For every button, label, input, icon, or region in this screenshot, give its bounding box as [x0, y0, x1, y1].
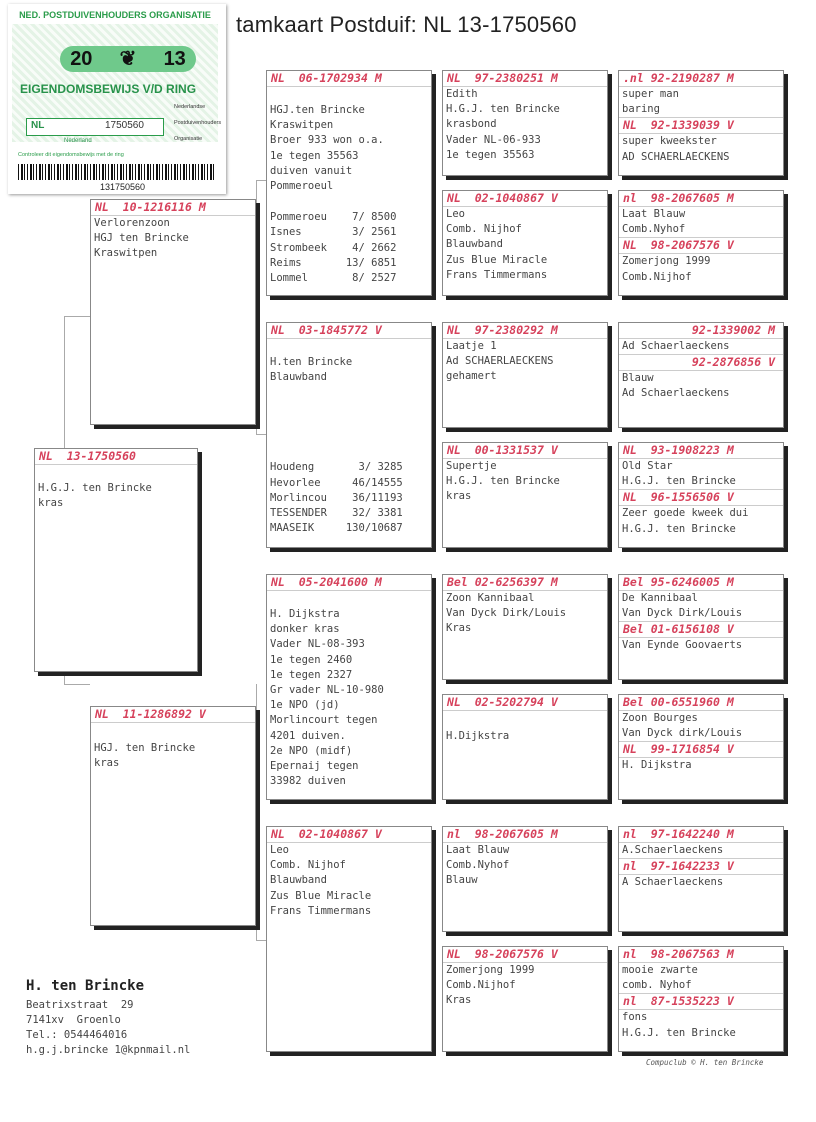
pigeon-card-mother	[90, 706, 256, 926]
pigeon-info-3: Vader NL-08-393	[270, 638, 365, 651]
race-result: Isnes 3/ 2561	[270, 226, 397, 239]
pigeon-info-1: Zeer goede kweek dui	[622, 507, 749, 520]
pigeon-info-2: AD SCHAERLAECKENS	[622, 150, 730, 163]
sticker-npo-1: Nederlandse	[174, 104, 206, 110]
owner-email: h.g.j.brincke 1@kpnmail.nl	[26, 1044, 191, 1056]
ring-number: nl 98-2067605 M	[619, 191, 783, 207]
pigeon-info-2: Van Dyck Dirk/Louis	[446, 607, 567, 620]
pigeon-info-1: HGJ. ten Brincke	[94, 742, 196, 754]
pigeon-info-3: kras	[446, 490, 472, 503]
pigeon-info-2: donker kras	[270, 623, 340, 636]
ring-number: NL 11-1286892 V	[91, 707, 255, 723]
pigeon-info-1: Verlorenzoon	[94, 217, 170, 229]
barcode	[18, 164, 216, 180]
pigeon-card-mm	[266, 826, 432, 1052]
pigeon-info-1: H. Dijkstra	[270, 608, 340, 620]
pigeon-info-9: 4201 duiven.	[270, 729, 346, 742]
pigeon-info-2: Comb.Nyhof	[446, 859, 510, 872]
pigeon-info-2: H.G.J. ten Brincke	[622, 1026, 736, 1039]
sticker-country: NL	[31, 120, 45, 131]
connector-line	[256, 684, 257, 940]
ring-number: Bel 01-6156108 V	[619, 621, 783, 638]
pigeon-info-1: H.ten Brincke	[270, 356, 353, 368]
ring-number: NL 13-1750560	[35, 449, 197, 465]
sticker-number: 1750560	[105, 120, 144, 131]
pigeon-card-fm	[266, 322, 432, 548]
pigeon-info-2: baring	[622, 103, 660, 116]
pigeon-info-2: Ad SCHAERLAECKENS	[446, 355, 554, 368]
ring-number: NL 96-1556506 V	[619, 489, 783, 506]
pigeon-info-3: Broer 933 won o.a.	[270, 134, 384, 147]
ring-number: NL 10-1216116 M	[91, 200, 255, 216]
ring-number: nl 97-1642233 V	[619, 858, 783, 875]
race-result: Reims 13/ 6851	[270, 256, 397, 269]
pigeon-info-2: H.G.J. ten Brincke	[446, 475, 560, 488]
pigeon-info-5: Frans Timmermans	[446, 268, 548, 281]
owner-name: H. ten Brincke	[26, 978, 145, 994]
pigeon-info-4: Vader NL-06-933	[446, 133, 541, 146]
pigeon-info-1: Old Star	[622, 460, 673, 472]
sticker-year-right: 13	[163, 48, 186, 70]
pigeon-info-2: Comb.Nijhof	[622, 270, 692, 283]
ring-number: nl 98-2067605 M	[443, 827, 607, 843]
pigeon-info-3: Kras	[446, 622, 472, 635]
footer-credit: Compuclub © H. ten Brincke	[646, 1058, 764, 1067]
sticker-year	[60, 46, 196, 72]
pigeon-info-2: H.G.J. ten Brincke	[446, 103, 560, 116]
pigeon-info-5: Frans Timmermans	[270, 904, 372, 917]
pigeon-info-1: Edith	[446, 88, 478, 100]
pigeon-info-1: Zoon Bourges	[622, 712, 698, 724]
page-title: tamkaart Postduif: NL 13-1750560	[236, 12, 577, 37]
pigeon-card-ffm	[442, 190, 608, 296]
connector-line	[432, 882, 433, 1002]
race-result: Morlincou 36/11193	[270, 491, 403, 504]
ring-number: Bel 95-6246005 M	[619, 575, 783, 591]
pigeon-card-fmf	[442, 322, 608, 428]
pigeon-info-2: Comb. Nijhof	[270, 859, 346, 872]
pigeon-info-2: Comb.Nyhof	[622, 223, 686, 236]
owner-block	[26, 978, 190, 1058]
race-result: Strombeek 4/ 2662	[270, 241, 397, 254]
pigeon-info-1: HGJ.ten Brincke	[270, 104, 365, 116]
ring-number: Bel 00-6551960 M	[619, 695, 783, 711]
pigeon-info-5: duiven vanuit	[270, 164, 353, 177]
pigeon-info-4: Zus Blue Miracle	[270, 889, 372, 902]
ring-number: 92-2876856 V	[619, 354, 783, 371]
race-result: MAASEIK 130/10687	[270, 522, 403, 535]
pigeon-card-mff	[442, 574, 608, 680]
pigeon-info-1: Laatje 1	[446, 340, 497, 352]
pigeon-card-father	[90, 199, 256, 425]
pigeon-info-2: Blauwband	[270, 371, 327, 384]
ring-number: NL 92-1339039 V	[619, 117, 783, 134]
pigeon-card-g3	[618, 322, 784, 428]
pigeon-info-4: 1e tegen 2460	[270, 653, 353, 666]
pigeon-info-1: fons	[622, 1011, 648, 1024]
connector-line	[256, 434, 266, 435]
pigeon-logo-icon: ❦	[119, 48, 137, 70]
pigeon-info-1: Zoon Kannibaal	[446, 592, 535, 604]
pigeon-info-1: Zomerjong 1999	[446, 964, 535, 976]
pigeon-info-3: Blauwband	[270, 874, 327, 887]
pigeon-card-mmf	[442, 826, 608, 932]
pigeon-info-1: Laat Blauw	[446, 844, 510, 856]
ring-number: NL 98-2067576 V	[443, 947, 607, 963]
ring-number: NL 05-2041600 M	[267, 575, 431, 591]
pigeon-info-5: 1e tegen 2327	[270, 668, 353, 681]
sticker-ring-field	[26, 118, 164, 136]
pigeon-card-mfm	[442, 694, 608, 800]
owner-tel: Tel.: 0544464016	[26, 1029, 128, 1041]
ring-number: Bel 02-6256397 M	[443, 575, 607, 591]
race-result: Hevorlee 46/14555	[270, 476, 403, 489]
pigeon-info-1: Supertje	[446, 460, 497, 472]
pigeon-info-2: H.G.J. ten Brincke	[622, 475, 736, 488]
pigeon-info-2: HGJ ten Brincke	[94, 232, 189, 245]
pigeon-info-1: De Kannibaal	[622, 592, 698, 604]
sticker-year-left: 20	[70, 48, 93, 70]
pigeon-card-fff	[442, 70, 608, 176]
ring-number: NL 99-1716854 V	[619, 741, 783, 758]
pigeon-card-g2	[618, 190, 784, 296]
pigeon-info-2: Van Dyck dirk/Louis	[622, 727, 743, 740]
pigeon-info-7: 1e NPO (jd)	[270, 699, 340, 712]
pigeon-info-2: H. Dijkstra	[622, 759, 692, 772]
pigeon-info-1: super man	[622, 88, 679, 100]
pigeon-info-1: Blauw	[622, 372, 654, 385]
pigeon-info-3: Blauw	[446, 874, 478, 887]
pigeon-info-4: Zus Blue Miracle	[446, 253, 548, 266]
pigeon-info-2: kras	[94, 757, 120, 770]
connector-line	[432, 126, 433, 240]
pigeon-card-self	[34, 448, 198, 672]
pigeon-card-fmm	[442, 442, 608, 548]
pigeon-card-g1	[618, 70, 784, 176]
pigeon-info-5: 1e tegen 35563	[446, 148, 535, 161]
connector-line	[256, 180, 266, 181]
pigeon-info-2: Van Dyck Dirk/Louis	[622, 607, 743, 620]
pigeon-info-2: comb. Nyhof	[622, 979, 692, 992]
pigeon-info-1: super kweekster	[622, 135, 717, 148]
pigeon-info-1: Zomerjong 1999	[622, 255, 711, 268]
ring-number: .nl 92-2190287 M	[619, 71, 783, 87]
race-result: TESSENDER 32/ 3381	[270, 507, 403, 520]
race-result: Lommel 8/ 2527	[270, 272, 397, 285]
ring-number: NL 93-1908223 M	[619, 443, 783, 459]
race-result: Houdeng 3/ 3285	[270, 461, 403, 474]
pigeon-info-11: Epernaij tegen	[270, 760, 359, 773]
ring-number: nl 87-1535223 V	[619, 993, 783, 1010]
pigeon-info-10: 2e NPO (midf)	[270, 744, 353, 757]
pigeon-card-g7	[618, 826, 784, 932]
pigeon-card-ff	[266, 70, 432, 296]
connector-line	[64, 684, 90, 685]
sticker-eigendom: EIGENDOMSBEWIJS V/D RING	[20, 82, 197, 96]
ring-number: NL 00-1331537 V	[443, 443, 607, 459]
pigeon-info-2: Kraswitpen	[270, 119, 334, 132]
pigeon-info-1: H.G.J. ten Brincke	[38, 482, 152, 494]
pigeon-card-g8	[618, 946, 784, 1052]
pigeon-info-2: H.G.J. ten Brincke	[622, 522, 736, 535]
pigeon-info-1: H.Dijkstra	[446, 730, 510, 742]
pigeon-info-3: Kras	[446, 994, 472, 1007]
ring-number: NL 03-1845772 V	[267, 323, 431, 339]
pigeon-info-3: Blauwband	[446, 238, 503, 251]
pigeon-info-1: mooie zwarte	[622, 964, 698, 976]
pigeon-card-mf	[266, 574, 432, 800]
pigeon-info-2: Comb. Nijhof	[446, 223, 522, 236]
owner-street: Beatrixstraat 29	[26, 999, 134, 1011]
ring-number: NL 02-5202794 V	[443, 695, 607, 711]
pigeon-info-2: kras	[38, 497, 64, 510]
ring-number: NL 02-1040867 V	[443, 191, 607, 207]
pigeon-card-g5	[618, 574, 784, 680]
sticker-npo-2: Postduivenhouders	[174, 120, 222, 126]
pigeon-info-2: A.Schaerlaeckens	[622, 844, 724, 856]
ring-number: NL 97-2380292 M	[443, 323, 607, 339]
pigeon-info-8: Morlincourt tegen	[270, 714, 378, 727]
pigeon-info-1: Laat Blauw	[622, 208, 686, 220]
sticker-org: NED. POSTDUIVENHOUDERS ORGANISATIE	[12, 8, 218, 22]
pigeon-card-g4	[618, 442, 784, 548]
pigeon-info-2: Ad Schaerlaeckens	[622, 340, 730, 352]
connector-line	[432, 630, 433, 750]
ring-certificate-sticker	[8, 4, 226, 194]
ring-number: NL 02-1040867 V	[267, 827, 431, 843]
ring-number: NL 97-2380251 M	[443, 71, 607, 87]
ring-number: NL 98-2067576 V	[619, 237, 783, 254]
ring-number: nl 98-2067563 M	[619, 947, 783, 963]
sticker-nederland: Nederland	[64, 138, 92, 144]
pigeon-card-g6	[618, 694, 784, 800]
pigeon-info-2: Ad Schaerlaeckens	[622, 387, 730, 400]
connector-line	[256, 180, 257, 434]
connector-line	[256, 940, 266, 941]
pigeon-info-1: Leo	[270, 844, 289, 856]
pigeon-info-3: gehamert	[446, 370, 497, 383]
pigeon-info-3: krasbond	[446, 118, 497, 131]
pigeon-info-2: Van Eynde Goovaerts	[622, 639, 743, 652]
sticker-npo-3: Organisatie	[174, 136, 203, 142]
pigeon-info-6: Pommeroeul	[270, 180, 334, 193]
sticker-code: 131750560	[100, 182, 146, 192]
pigeon-info-3: Kraswitpen	[94, 247, 158, 260]
sticker-control: Controleer dit eigendomsbewijs met de ring	[18, 152, 124, 158]
pigeon-info-1: Leo	[446, 208, 465, 220]
connector-line	[64, 316, 90, 317]
pigeon-info-2: A Schaerlaeckens	[622, 876, 724, 889]
pigeon-info-2: Comb.Nijhof	[446, 979, 516, 992]
ring-number: nl 97-1642240 M	[619, 827, 783, 843]
connector-line	[432, 380, 433, 500]
race-result: Pommeroeu 7/ 8500	[270, 211, 397, 224]
pigeon-info-4: 1e tegen 35563	[270, 149, 359, 162]
pigeon-info-6: Gr vader NL-10-980	[270, 684, 384, 697]
pigeon-info-12: 33982 duiven	[270, 775, 346, 788]
ring-number: NL 06-1702934 M	[267, 71, 431, 87]
owner-city: 7141xv Groenlo	[26, 1014, 121, 1026]
pigeon-card-mmm	[442, 946, 608, 1052]
ring-number: 92-1339002 M	[619, 323, 783, 339]
